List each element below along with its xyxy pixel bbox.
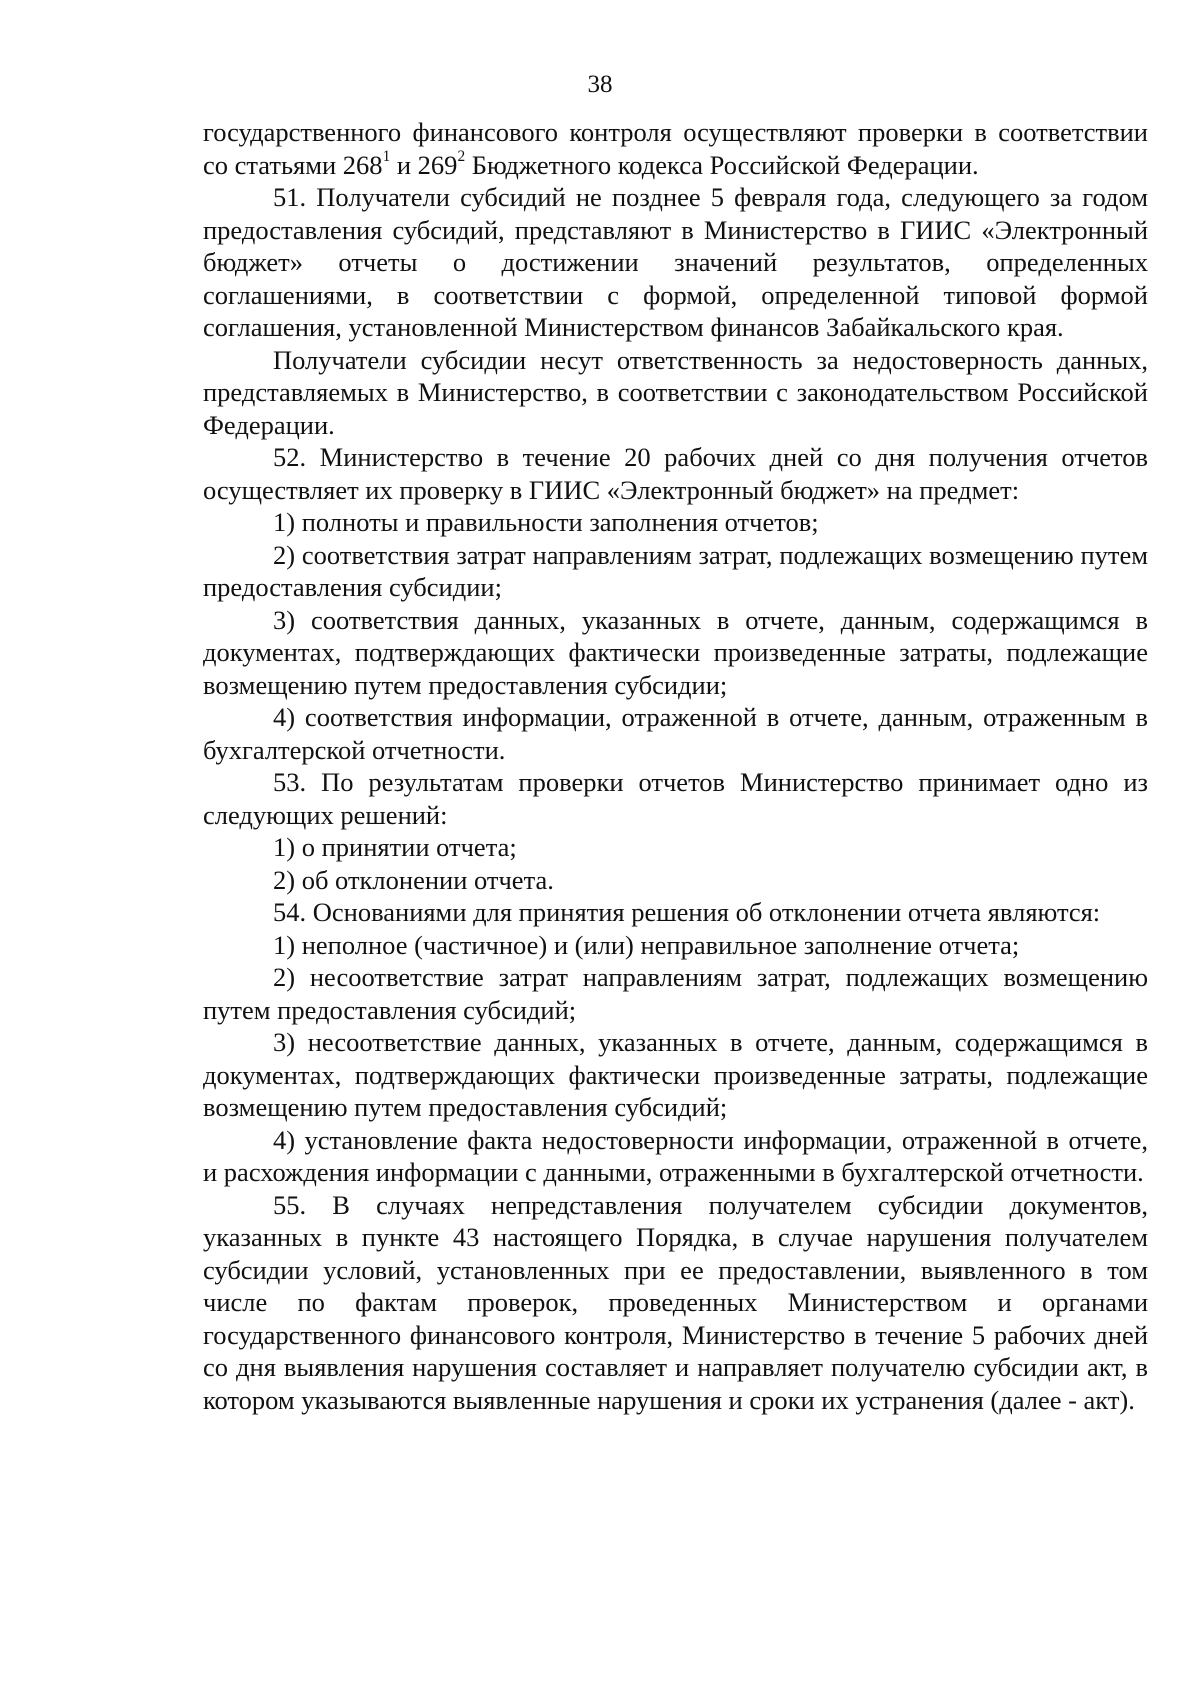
paragraph-p55: 55. В случаях непредставления получателем субсидии документов, указанных в пункте 43 настоящего Порядка, в случае нарушения получателем субсидии условий, установленных при ее предоставлении, выявленного в том числе по фактам проверок, проведенных Министерством и органами государственного финансового контроля, Министерство в течение 5 рабочих дней со дня выявления нарушения составляет и направляет получателю субсидии акт, в котором указываются выявленные нарушения и сроки их устранения (далее - акт). <box>203 1189 1148 1415</box>
paragraph-p53-1: 1) о принятии отчета; <box>273 832 517 862</box>
paragraph-p54-2: 2) несоответствие затрат направлениям затрат, подлежащих возмещению путем предоставления субсидий; <box>203 962 1148 1025</box>
paragraph-p51: 51. Получатели субсидий не позднее 5 февраля года, следующего за годом предоставления субсидий, представляют в Министерство в ГИИС «Электронный бюджет» отчеты о достижении значений результатов, определенных соглашениями, в соответствии с формой, определенной типовой формой соглашения, установленной Министерством финансов Забайкальского края. <box>203 182 1148 342</box>
paragraph-p52: 52. Министерство в течение 20 рабочих дней со дня получения отчетов осуществляет их проверку в ГИИС «Электронный бюджет» на предмет: <box>203 442 1148 505</box>
paragraph-p52-1: 1) полноты и правильности заполнения отчетов; <box>273 507 819 537</box>
superscript: 1 <box>382 147 391 165</box>
paragraph-text: государственного финансового контроля осуществляют проверки в соответствии со статьями 268 <box>203 117 1148 180</box>
superscript: 2 <box>457 147 466 165</box>
paragraph-text: Бюджетного кодекса Российской Федерации. <box>465 149 979 180</box>
paragraph-p54-3: 3) несоответствие данных, указанных в отчете, данным, содержащимся в документах, подтверждающих фактически произведенные затраты, подлежащие возмещению путем предоставления субсидий; <box>203 1027 1148 1122</box>
document-body <box>203 116 1148 1416</box>
paragraph-p51b: Получатели субсидии несут ответственность за недостоверность данных, представляемых в Министерство, в соответствии с законодательством Российской Федерации. <box>203 344 1148 440</box>
paragraph-p52-3: 3) соответствия данных, указанных в отчете, данным, содержащимся в документах, подтверждающих фактически произведенные затраты, подлежащие возмещению путем предоставления субсидии; <box>203 604 1148 700</box>
paragraph-p53-2: 2) об отклонении отчета. <box>273 864 554 895</box>
paragraph-p52-2: 2) соответствия затрат направлениям затрат, подлежащих возмещению путем предоставления субсидии; <box>203 539 1148 602</box>
paragraph-text: и 269 <box>390 149 458 180</box>
paragraph-p53: 53. По результатам проверки отчетов Министерство принимает одно из следующих решений: <box>203 767 1148 830</box>
paragraph-p54-1: 1) неполное (частичное) и (или) неправильное заполнение отчета; <box>273 929 1020 960</box>
page-number: 38 <box>587 71 613 98</box>
paragraph-p54-4: 4) установление факта недостоверности информации, отраженной в отчете, и расхождения информации с данными, отраженными в бухгалтерской отчетности. <box>203 1124 1148 1187</box>
paragraph-p52-4: 4) соответствия информации, отраженной в отчете, данным, отраженным в бухгалтерской отчетности. <box>203 702 1148 765</box>
paragraph-p54: 54. Основаниями для принятия решения об отклонении отчета являются: <box>273 897 1101 927</box>
paragraph-cont <box>203 116 1148 181</box>
